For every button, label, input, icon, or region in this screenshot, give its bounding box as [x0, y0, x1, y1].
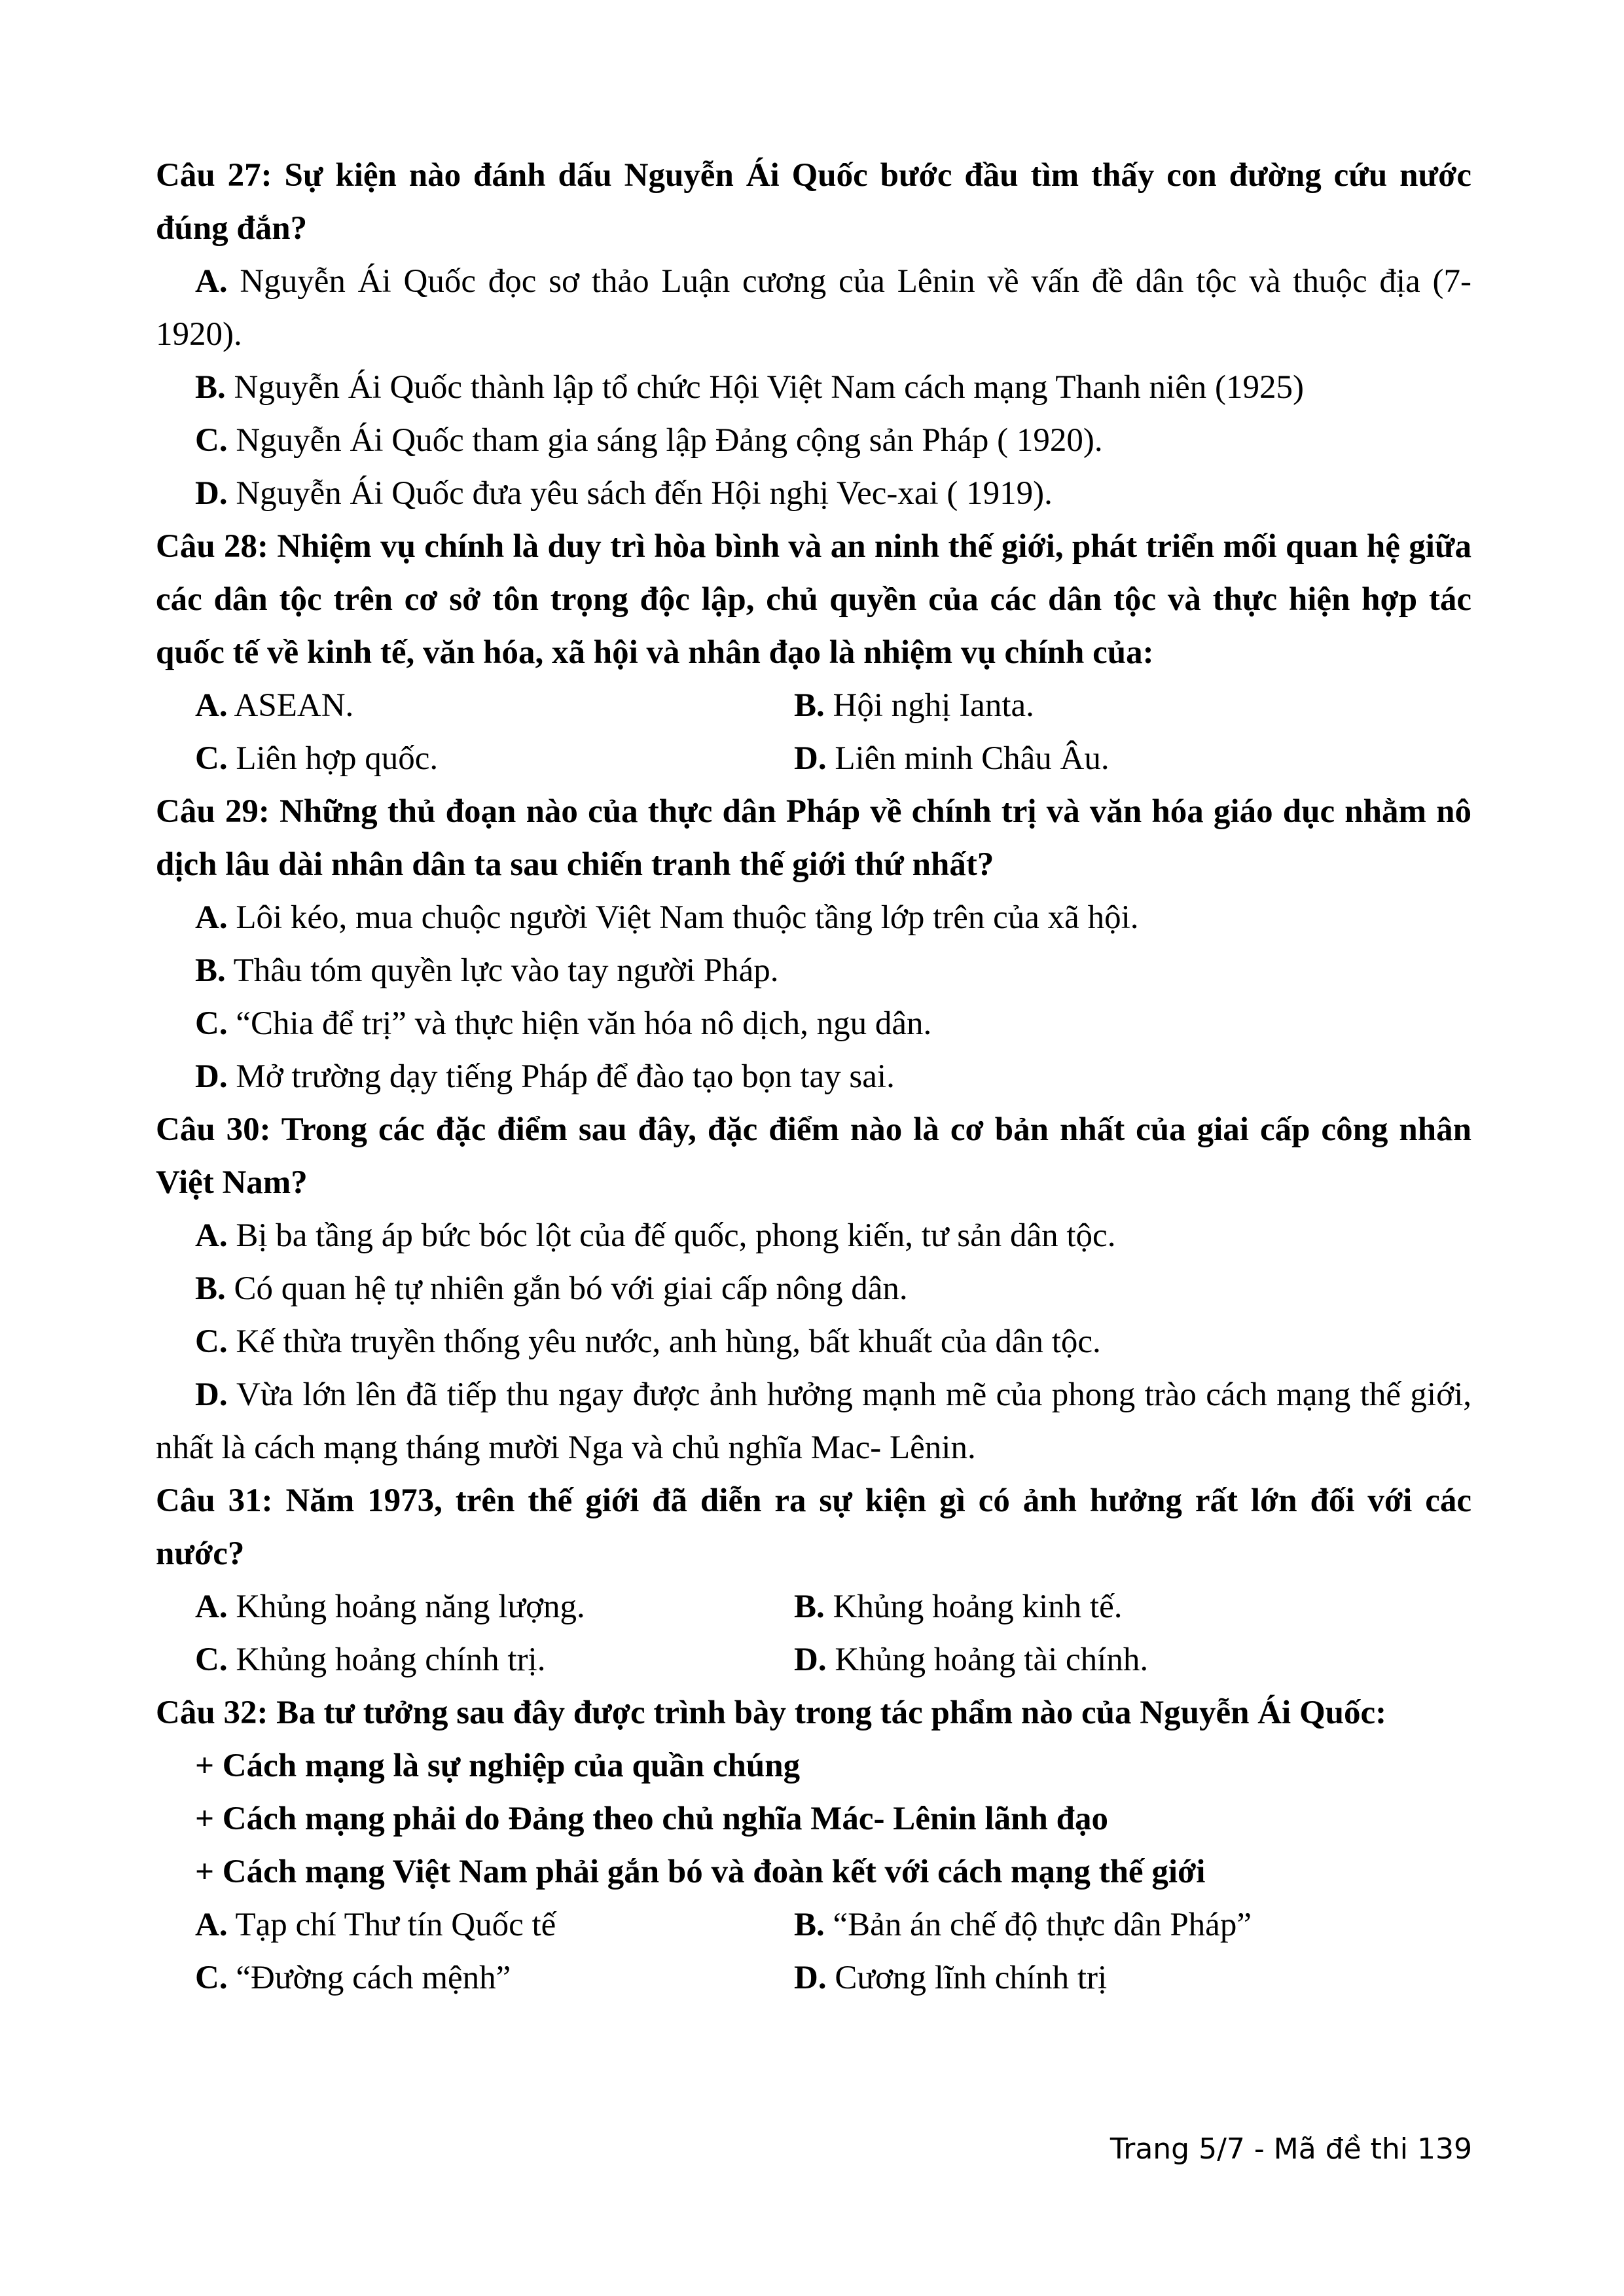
option-row [156, 679, 1471, 732]
option-b: B. “Bản án chế độ thực dân Pháp” [794, 1907, 1252, 1943]
question-27 [156, 149, 1471, 520]
question-text: Câu 28: Nhiệm vụ chính là duy trì hòa bình và an ninh thế giới, phát triển mối quan hệ giữa các dân tộc trên cơ sở tôn trọng độc lập, chủ quyền của các dân tộc và thực hiện hợp tác quốc tế về kinh tế, văn hóa, xã hội và nhân đạo là nhiệm vụ chính của: [156, 528, 1471, 671]
option-a: A. Lôi kéo, mua chuộc người Việt Nam thuộc tầng lớp trên của xã hội. [195, 899, 1139, 936]
question-text: Câu 31: Năm 1973, trên thế giới đã diễn ra sự kiện gì có ảnh hưởng rất lớn đối với các nước? [156, 1482, 1471, 1572]
question-30 [156, 1103, 1471, 1475]
option-d: D. Cương lĩnh chính trị [794, 1960, 1108, 1996]
option-c: C. Liên hợp quốc. [195, 740, 439, 777]
question-text: Câu 30: Trong các đặc điểm sau đây, đặc điểm nào là cơ bản nhất của giai cấp công nhân Việt Nam? [156, 1111, 1471, 1201]
option-b: B. Khủng hoảng kinh tế. [794, 1588, 1123, 1625]
option-c: C. Nguyễn Ái Quốc tham gia sáng lập Đảng cộng sản Pháp ( 1920). [195, 422, 1103, 459]
page-footer: Trang 5/7 - Mã đề thi 139 [1110, 2132, 1472, 2166]
question-text: Câu 29: Những thủ đoạn nào của thực dân Pháp về chính trị và văn hóa giáo dục nhằm nô dịch lâu dài nhân dân ta sau chiến tranh thế giới thứ nhất? [156, 793, 1471, 883]
option-c: C. “Đường cách mệnh” [195, 1960, 511, 1996]
option-a: A. Bị ba tầng áp bức bóc lột của đế quốc, phong kiến, tư sản dân tộc. [195, 1217, 1116, 1254]
question-29 [156, 785, 1471, 1103]
option-a: A. ASEAN. [195, 687, 354, 724]
option-row [156, 732, 1471, 785]
option-a: A. Nguyễn Ái Quốc đọc sơ thảo Luận cương của Lênin về vấn đề dân tộc và thuộc địa (7-1920). [156, 263, 1471, 353]
option-c: C. Kế thừa truyền thống yêu nước, anh hùng, bất khuất của dân tộc. [195, 1323, 1101, 1360]
question-text: Câu 27: Sự kiện nào đánh dấu Nguyễn Ái Quốc bước đầu tìm thấy con đường cứu nước đúng đắn? [156, 157, 1471, 247]
option-a: A. Khủng hoảng năng lượng. [195, 1588, 585, 1625]
option-d: D. Nguyễn Ái Quốc đưa yêu sách đến Hội nghị Vec-xai ( 1919). [195, 475, 1053, 512]
exam-page [156, 149, 1471, 2005]
question-text: Câu 32: Ba tư tưởng sau đây được trình bày trong tác phẩm nào của Nguyễn Ái Quốc: [156, 1695, 1387, 1731]
option-d: D. Mở trường dạy tiếng Pháp để đào tạo bọn tay sai. [195, 1058, 895, 1095]
option-a: A. Tạp chí Thư tín Quốc tế [195, 1907, 556, 1943]
option-d: D. Vừa lớn lên đã tiếp thu ngay được ảnh hưởng mạnh mẽ của phong trào cách mạng thế giới, nhất là cách mạng tháng mười Nga và chủ nghĩa Mac- Lênin. [156, 1376, 1471, 1466]
option-c: C. Khủng hoảng chính trị. [195, 1641, 546, 1678]
idea-point: + Cách mạng phải do Đảng theo chủ nghĩa Mác- Lênin lãnh đạo [195, 1801, 1109, 1837]
option-row [156, 1634, 1471, 1687]
question-31 [156, 1475, 1471, 1687]
option-row [156, 1581, 1471, 1634]
idea-point: + Cách mạng Việt Nam phải gắn bó và đoàn kết với cách mạng thế giới [195, 1854, 1206, 1890]
option-b: B. Hội nghị Ianta. [794, 687, 1034, 724]
option-b: B. Có quan hệ tự nhiên gắn bó với giai cấp nông dân. [195, 1270, 908, 1307]
option-row [156, 1952, 1471, 2005]
option-d: D. Khủng hoảng tài chính. [794, 1641, 1149, 1678]
option-b: B. Nguyễn Ái Quốc thành lập tổ chức Hội Việt Nam cách mạng Thanh niên (1925) [195, 369, 1304, 406]
option-b: B. Thâu tóm quyền lực vào tay người Pháp. [195, 952, 779, 989]
idea-point: + Cách mạng là sự nghiệp của quần chúng [195, 1748, 801, 1784]
option-c: C. “Chia để trị” và thực hiện văn hóa nô dịch, ngu dân. [195, 1005, 932, 1042]
option-d: D. Liên minh Châu Âu. [794, 740, 1110, 777]
option-row [156, 1899, 1471, 1952]
question-28 [156, 520, 1471, 785]
question-32 [156, 1687, 1471, 2005]
